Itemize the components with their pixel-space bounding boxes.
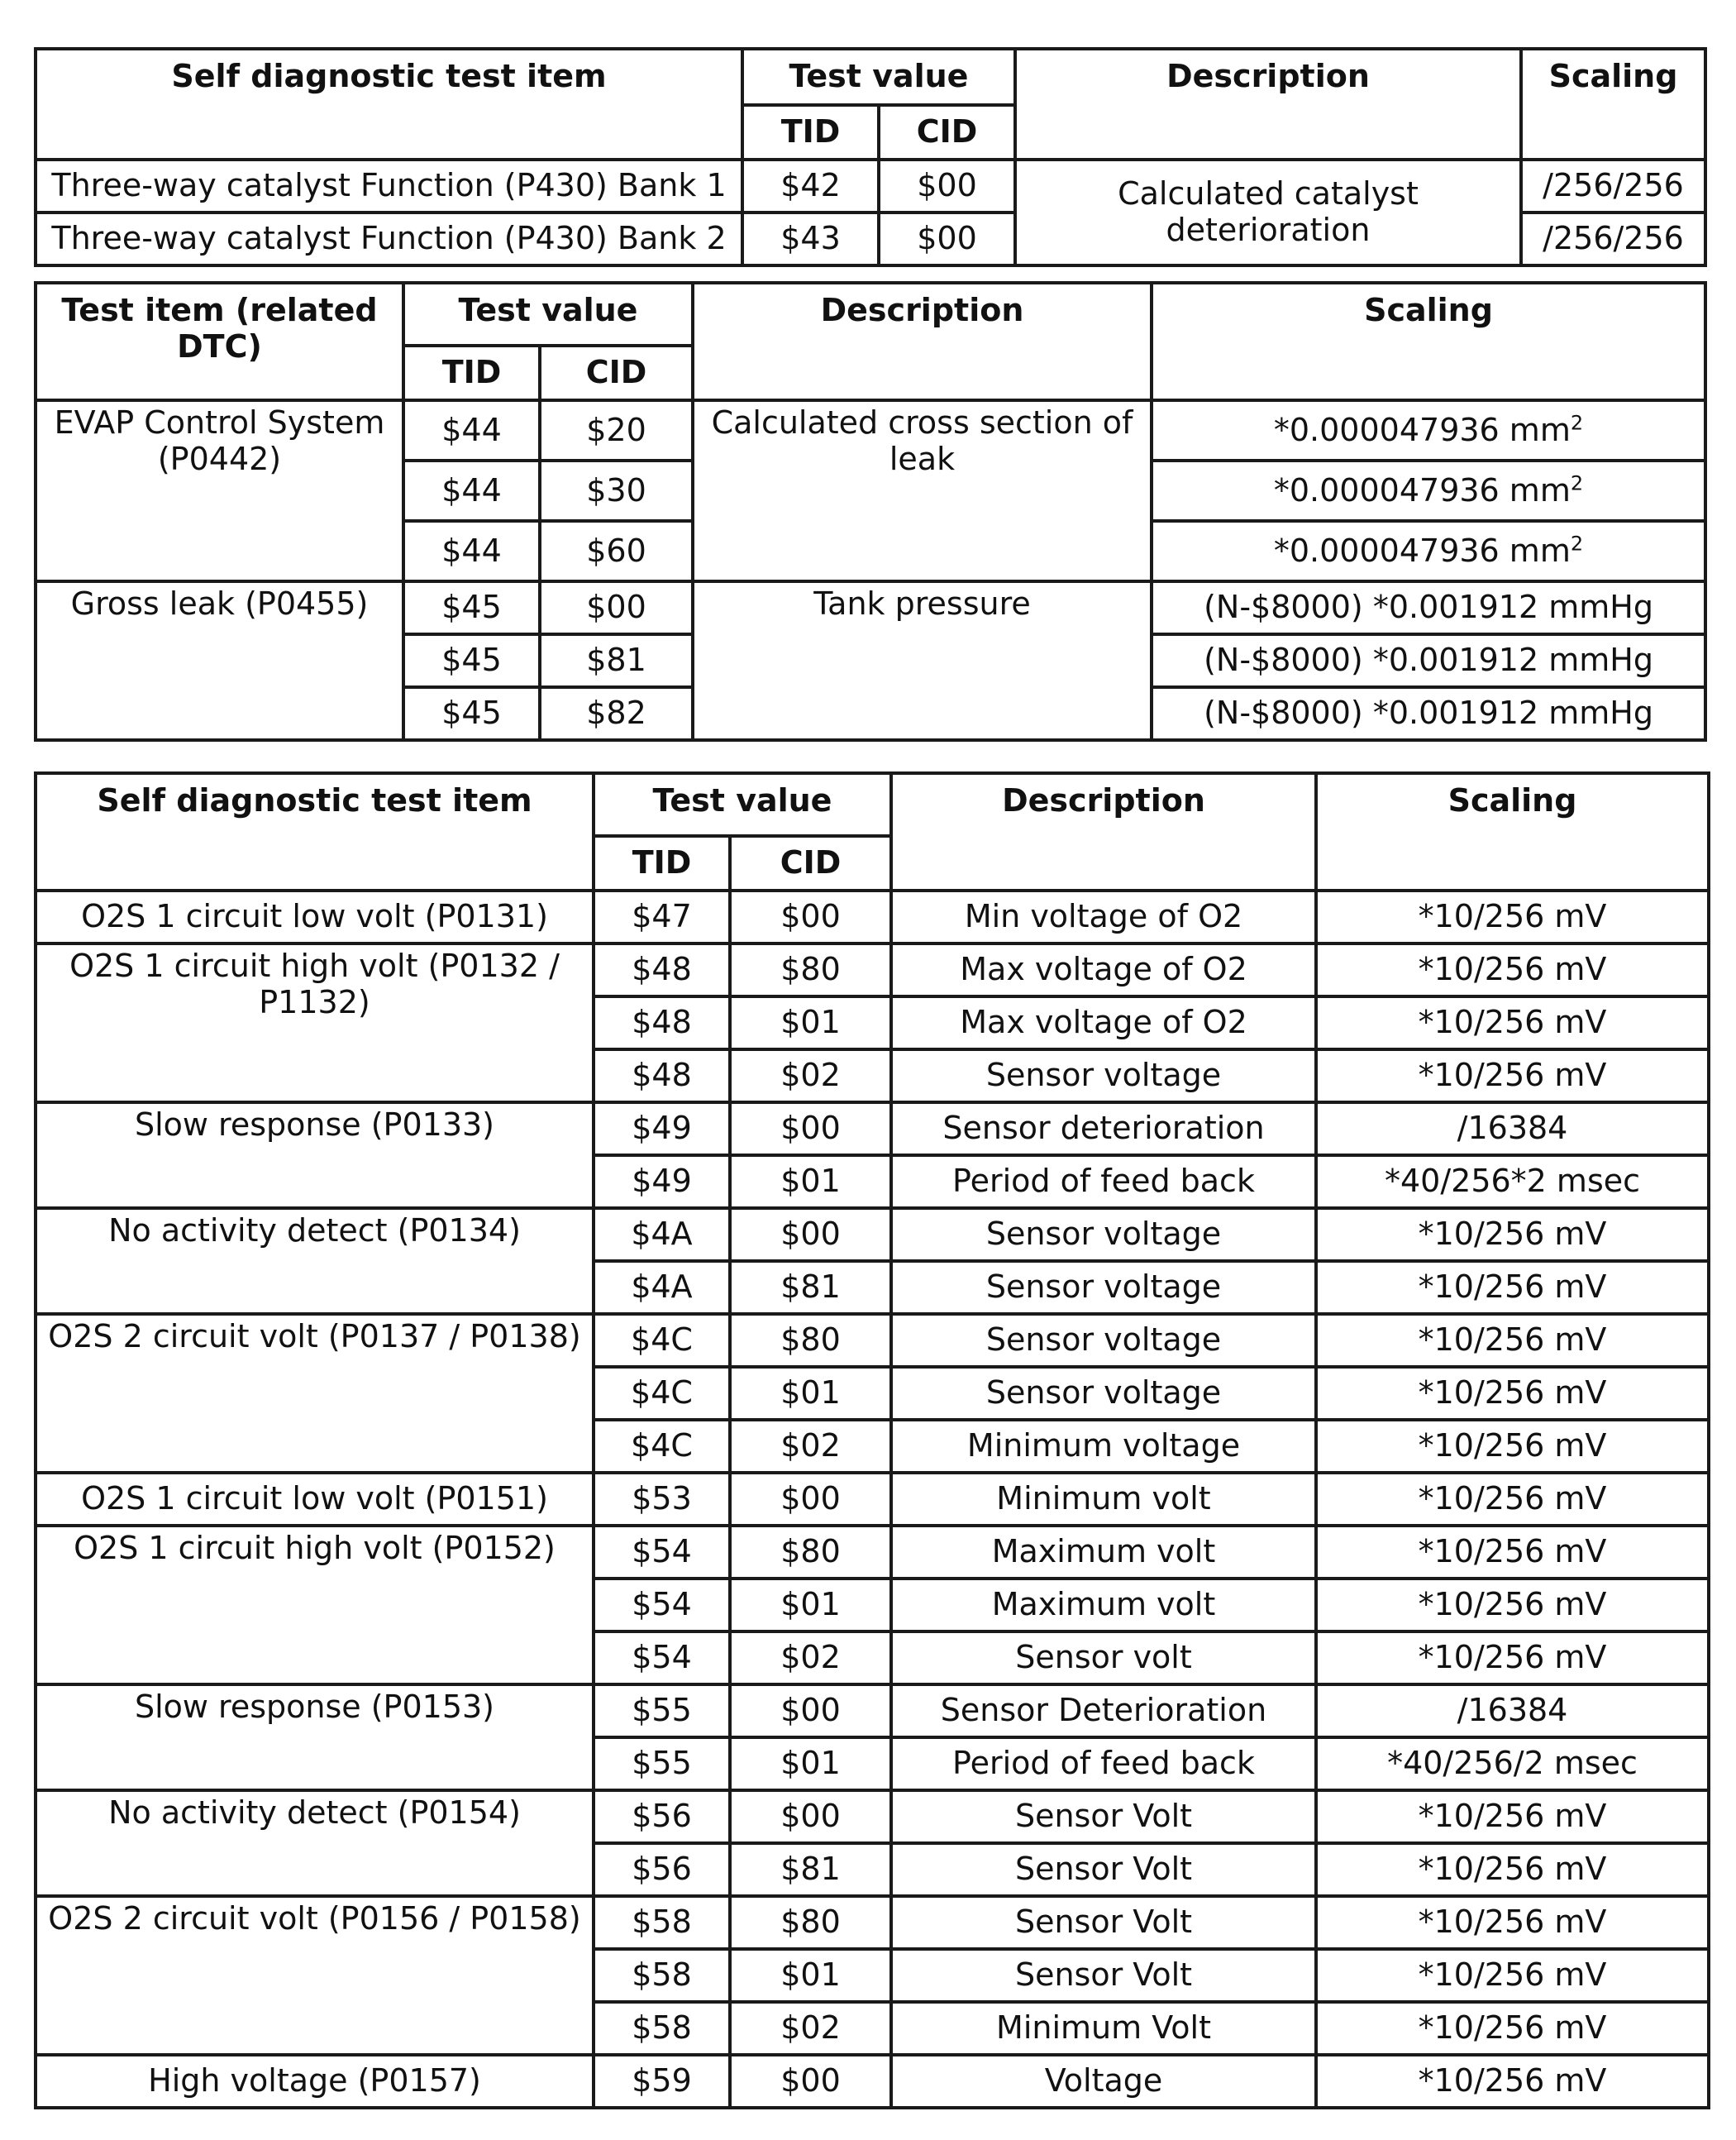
header-description: Description <box>693 283 1152 400</box>
cid-cell: $80 <box>730 1314 891 1367</box>
table-row <box>36 1896 1709 1949</box>
scaling-cell: *10/256 mV <box>1316 1420 1709 1473</box>
cid-cell: $02 <box>730 1049 891 1102</box>
header-scaling: Scaling <box>1521 49 1705 160</box>
cid-cell: $00 <box>540 581 693 634</box>
scaling-cell: (N-$8000) *0.001912 mmHg <box>1152 634 1705 687</box>
table-row <box>36 2055 1709 2108</box>
description-cell: Sensor Volt <box>891 1843 1316 1896</box>
item-cell: High voltage (P0157) <box>36 2055 594 2108</box>
scaling-cell: /16384 <box>1316 1102 1709 1155</box>
cid-cell: $02 <box>730 1631 891 1684</box>
description-cell: Sensor voltage <box>891 1367 1316 1420</box>
tid-cell: $55 <box>594 1684 730 1737</box>
tid-cell: $56 <box>594 1790 730 1843</box>
cid-cell: $01 <box>730 1367 891 1420</box>
cid-cell: $02 <box>730 2002 891 2055</box>
cid-cell: $01 <box>730 1155 891 1208</box>
item-cell: Slow response (P0153) <box>36 1684 594 1790</box>
scaling-cell <box>1152 521 1705 581</box>
tid-cell: $4C <box>594 1420 730 1473</box>
header-item: Self diagnostic test item <box>36 773 594 891</box>
header-tid: TID <box>403 346 540 400</box>
item-cell: Gross leak (P0455) <box>36 581 403 740</box>
table-row <box>36 891 1709 943</box>
description-cell: Tank pressure <box>693 581 1152 740</box>
description-cell: Max voltage of O2 <box>891 943 1316 996</box>
table-row <box>36 1790 1709 1843</box>
scaling-cell: *10/256 mV <box>1316 996 1709 1049</box>
item-cell: O2S 2 circuit volt (P0137 / P0138) <box>36 1314 594 1473</box>
description-cell: Sensor Deterioration <box>891 1684 1316 1737</box>
scaling-cell: *10/256 mV <box>1316 943 1709 996</box>
description-cell: Sensor voltage <box>891 1314 1316 1367</box>
description-cell: Sensor Volt <box>891 1896 1316 1949</box>
tid-cell: $42 <box>742 160 879 213</box>
evap-table <box>34 281 1707 742</box>
description-cell: Calculated cross section of leak <box>693 400 1152 581</box>
scaling-cell: (N-$8000) *0.001912 mmHg <box>1152 687 1705 740</box>
tid-cell: $44 <box>403 400 540 461</box>
scaling-cell: *10/256 mV <box>1316 1631 1709 1684</box>
cid-cell: $80 <box>730 943 891 996</box>
cid-cell: $81 <box>540 634 693 687</box>
scaling-cell: *10/256 mV <box>1316 1579 1709 1631</box>
cid-cell: $00 <box>879 213 1015 265</box>
tid-cell: $45 <box>403 687 540 740</box>
header-cid: CID <box>879 105 1015 160</box>
description-cell: Calculated catalyst deterioration <box>1015 160 1521 265</box>
tid-cell: $44 <box>403 521 540 581</box>
table-row <box>36 943 1709 996</box>
description-cell: Sensor deterioration <box>891 1102 1316 1155</box>
cid-cell: $81 <box>730 1843 891 1896</box>
scaling-cell: /256/256 <box>1521 213 1705 265</box>
item-cell: No activity detect (P0154) <box>36 1790 594 1896</box>
cid-cell: $00 <box>730 1684 891 1737</box>
tid-cell: $58 <box>594 1896 730 1949</box>
item-cell: O2S 1 circuit low volt (P0151) <box>36 1473 594 1526</box>
scaling-cell: *10/256 mV <box>1316 2055 1709 2108</box>
item-cell: O2S 2 circuit volt (P0156 / P0158) <box>36 1896 594 2055</box>
catalyst-table <box>34 47 1707 267</box>
tid-cell: $4A <box>594 1261 730 1314</box>
description-cell: Sensor Volt <box>891 1790 1316 1843</box>
description-cell: Period of feed back <box>891 1155 1316 1208</box>
item-cell: Three-way catalyst Function (P430) Bank 1 <box>36 160 742 213</box>
header-item: Self diagnostic test item <box>36 49 742 160</box>
cid-cell: $00 <box>730 1790 891 1843</box>
header-tid: TID <box>742 105 879 160</box>
tid-cell: $44 <box>403 461 540 521</box>
scaling-text: *0.000047936 mm <box>1273 532 1571 569</box>
header-scaling: Scaling <box>1152 283 1705 400</box>
scaling-cell: /256/256 <box>1521 160 1705 213</box>
item-cell: EVAP Control System (P0442) <box>36 400 403 581</box>
scaling-cell: *10/256 mV <box>1316 1261 1709 1314</box>
header-tid: TID <box>594 836 730 891</box>
superscript: 2 <box>1570 532 1584 555</box>
cid-cell: $01 <box>730 1579 891 1631</box>
description-cell: Minimum voltage <box>891 1420 1316 1473</box>
header-test-value: Test value <box>742 49 1015 105</box>
scaling-cell: *10/256 mV <box>1316 1049 1709 1102</box>
o2-sensor-table <box>34 771 1710 2109</box>
scaling-cell: *10/256 mV <box>1316 891 1709 943</box>
tid-cell: $45 <box>403 634 540 687</box>
cid-cell: $02 <box>730 1420 891 1473</box>
cid-cell: $20 <box>540 400 693 461</box>
scaling-text: *0.000047936 mm <box>1273 471 1571 509</box>
cid-cell: $01 <box>730 996 891 1049</box>
tid-cell: $53 <box>594 1473 730 1526</box>
tid-cell: $45 <box>403 581 540 634</box>
header-scaling: Scaling <box>1316 773 1709 891</box>
tid-cell: $4C <box>594 1314 730 1367</box>
cid-cell: $80 <box>730 1896 891 1949</box>
tid-cell: $4A <box>594 1208 730 1261</box>
description-cell: Min voltage of O2 <box>891 891 1316 943</box>
tid-cell: $48 <box>594 1049 730 1102</box>
cid-cell: $81 <box>730 1261 891 1314</box>
description-cell: Sensor voltage <box>891 1049 1316 1102</box>
tid-cell: $48 <box>594 943 730 996</box>
cid-cell: $00 <box>730 1208 891 1261</box>
table-row <box>36 1314 1709 1367</box>
header-description: Description <box>1015 49 1521 160</box>
table-row <box>36 400 1705 461</box>
header-test-value: Test value <box>594 773 891 836</box>
table-row <box>36 581 1705 634</box>
o2-sensor-table-body <box>36 891 1709 2108</box>
description-cell: Minimum volt <box>891 1473 1316 1526</box>
cid-cell: $00 <box>730 1102 891 1155</box>
tid-cell: $43 <box>742 213 879 265</box>
tid-cell: $54 <box>594 1631 730 1684</box>
scaling-cell: *40/256*2 msec <box>1316 1155 1709 1208</box>
scaling-cell: (N-$8000) *0.001912 mmHg <box>1152 581 1705 634</box>
scaling-cell: *10/256 mV <box>1316 1949 1709 2002</box>
cid-cell: $01 <box>730 1737 891 1790</box>
table-row <box>36 1102 1709 1155</box>
tid-cell: $49 <box>594 1155 730 1208</box>
item-cell: O2S 1 circuit low volt (P0131) <box>36 891 594 943</box>
description-cell: Sensor voltage <box>891 1261 1316 1314</box>
header-description: Description <box>891 773 1316 891</box>
description-cell: Maximum volt <box>891 1579 1316 1631</box>
header-test-value: Test value <box>403 283 693 346</box>
scaling-text: *0.000047936 mm <box>1273 411 1571 448</box>
cid-cell: $82 <box>540 687 693 740</box>
description-cell: Period of feed back <box>891 1737 1316 1790</box>
header-cid: CID <box>730 836 891 891</box>
tid-cell: $58 <box>594 1949 730 2002</box>
item-cell: No activity detect (P0134) <box>36 1208 594 1314</box>
header-item: Test item (related DTC) <box>36 283 403 400</box>
scaling-cell: *10/256 mV <box>1316 1526 1709 1579</box>
scaling-cell <box>1152 400 1705 461</box>
tid-cell: $58 <box>594 2002 730 2055</box>
description-cell: Sensor voltage <box>891 1208 1316 1261</box>
tid-cell: $54 <box>594 1579 730 1631</box>
cid-cell: $60 <box>540 521 693 581</box>
cid-cell: $80 <box>730 1526 891 1579</box>
scaling-cell: /16384 <box>1316 1684 1709 1737</box>
item-cell: O2S 1 circuit high volt (P0152) <box>36 1526 594 1684</box>
superscript: 2 <box>1570 411 1584 434</box>
cid-cell: $00 <box>730 2055 891 2108</box>
scaling-cell: *10/256 mV <box>1316 1208 1709 1261</box>
scaling-cell <box>1152 461 1705 521</box>
scaling-cell: *10/256 mV <box>1316 1790 1709 1843</box>
item-cell: O2S 1 circuit high volt (P0132 / P1132) <box>36 943 594 1102</box>
scaling-cell: *10/256 mV <box>1316 1473 1709 1526</box>
scaling-cell: *40/256/2 msec <box>1316 1737 1709 1790</box>
tid-cell: $56 <box>594 1843 730 1896</box>
tid-cell: $47 <box>594 891 730 943</box>
scaling-cell: *10/256 mV <box>1316 2002 1709 2055</box>
tid-cell: $4C <box>594 1367 730 1420</box>
table-row <box>36 1684 1709 1737</box>
description-cell: Maximum volt <box>891 1526 1316 1579</box>
item-cell: Slow response (P0133) <box>36 1102 594 1208</box>
scaling-cell: *10/256 mV <box>1316 1367 1709 1420</box>
description-cell: Minimum Volt <box>891 2002 1316 2055</box>
tid-cell: $49 <box>594 1102 730 1155</box>
description-cell: Voltage <box>891 2055 1316 2108</box>
table-row <box>36 1526 1709 1579</box>
tid-cell: $55 <box>594 1737 730 1790</box>
table-row <box>36 1473 1709 1526</box>
table-row <box>36 1208 1709 1261</box>
table-row <box>36 160 1705 213</box>
header-cid: CID <box>540 346 693 400</box>
tid-cell: $48 <box>594 996 730 1049</box>
cid-cell: $00 <box>730 891 891 943</box>
cid-cell: $01 <box>730 1949 891 2002</box>
description-cell: Sensor volt <box>891 1631 1316 1684</box>
scaling-cell: *10/256 mV <box>1316 1843 1709 1896</box>
scaling-cell: *10/256 mV <box>1316 1896 1709 1949</box>
description-cell: Max voltage of O2 <box>891 996 1316 1049</box>
description-cell: Sensor Volt <box>891 1949 1316 2002</box>
scaling-cell: *10/256 mV <box>1316 1314 1709 1367</box>
item-cell: Three-way catalyst Function (P430) Bank 2 <box>36 213 742 265</box>
cid-cell: $00 <box>730 1473 891 1526</box>
cid-cell: $00 <box>879 160 1015 213</box>
cid-cell: $30 <box>540 461 693 521</box>
tid-cell: $54 <box>594 1526 730 1579</box>
tid-cell: $59 <box>594 2055 730 2108</box>
superscript: 2 <box>1570 471 1584 494</box>
